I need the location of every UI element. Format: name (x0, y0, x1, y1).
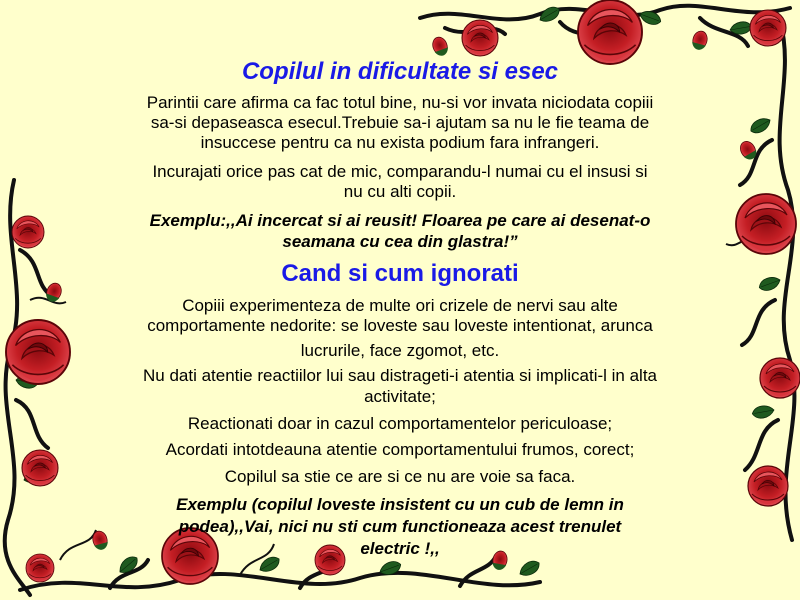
slide-title: Copilul in dificultate si esec (241, 58, 559, 85)
example-2-line-1: Exemplu (copilul loveste insistent cu un cub de lemn in (176, 495, 624, 514)
example-2-line-3: electric !,, (360, 539, 440, 558)
paragraph-1-line-2: sa-si depaseasca esecul.Trebuie sa-i ajutam sa nu le fie teama de (150, 113, 650, 132)
paragraph-1-line-1: Parintii care afirma ca fac totul bine, nu-si vor invata niciodata copiii (146, 93, 654, 112)
example-2-line-2: podea),,Vai, nici nu sti cum functioneaza acest trenulet (178, 517, 622, 536)
section-subtitle: Cand si cum ignorati (281, 260, 519, 287)
paragraph-7: Copilul sa stie ce are si ce nu are voie sa faca. (224, 467, 576, 486)
paragraph-5: Reactionati doar in cazul comportamentelor periculoase; (187, 414, 613, 433)
paragraph-2-line-1: Incurajati orice pas cat de mic, comparandu-l numai cu el insusi si (152, 162, 648, 181)
paragraph-2-line-2: nu cu alti copii. (343, 182, 457, 201)
paragraph-3-line-2: comportamente nedorite: se loveste sau loveste intentionat, arunca (147, 316, 653, 335)
paragraph-1-line-3: insuccese pentru ca nu exista podium fara infrangeri. (200, 133, 600, 152)
example-1-line-2: seamana cu cea din glastra!” (282, 232, 518, 251)
paragraph-4-line-2: activitate; (364, 387, 436, 406)
paragraph-3-line-1: Copiii experimenteza de multe ori crizele de nervi sau alte (182, 296, 618, 315)
paragraph-3-line-3: lucrurile, face zgomot, etc. (300, 341, 500, 360)
paragraph-4-line-1: Nu dati atentie reactiilor lui sau distrageti-i atentia si implicati-l in alta (142, 366, 657, 385)
paragraph-6: Acordati intotdeauna atentie comportamentului frumos, corect; (165, 440, 635, 459)
example-1-line-1: Exemplu:,,Ai incercat si ai reusit! Floarea pe care ai desenat-o (149, 211, 651, 230)
